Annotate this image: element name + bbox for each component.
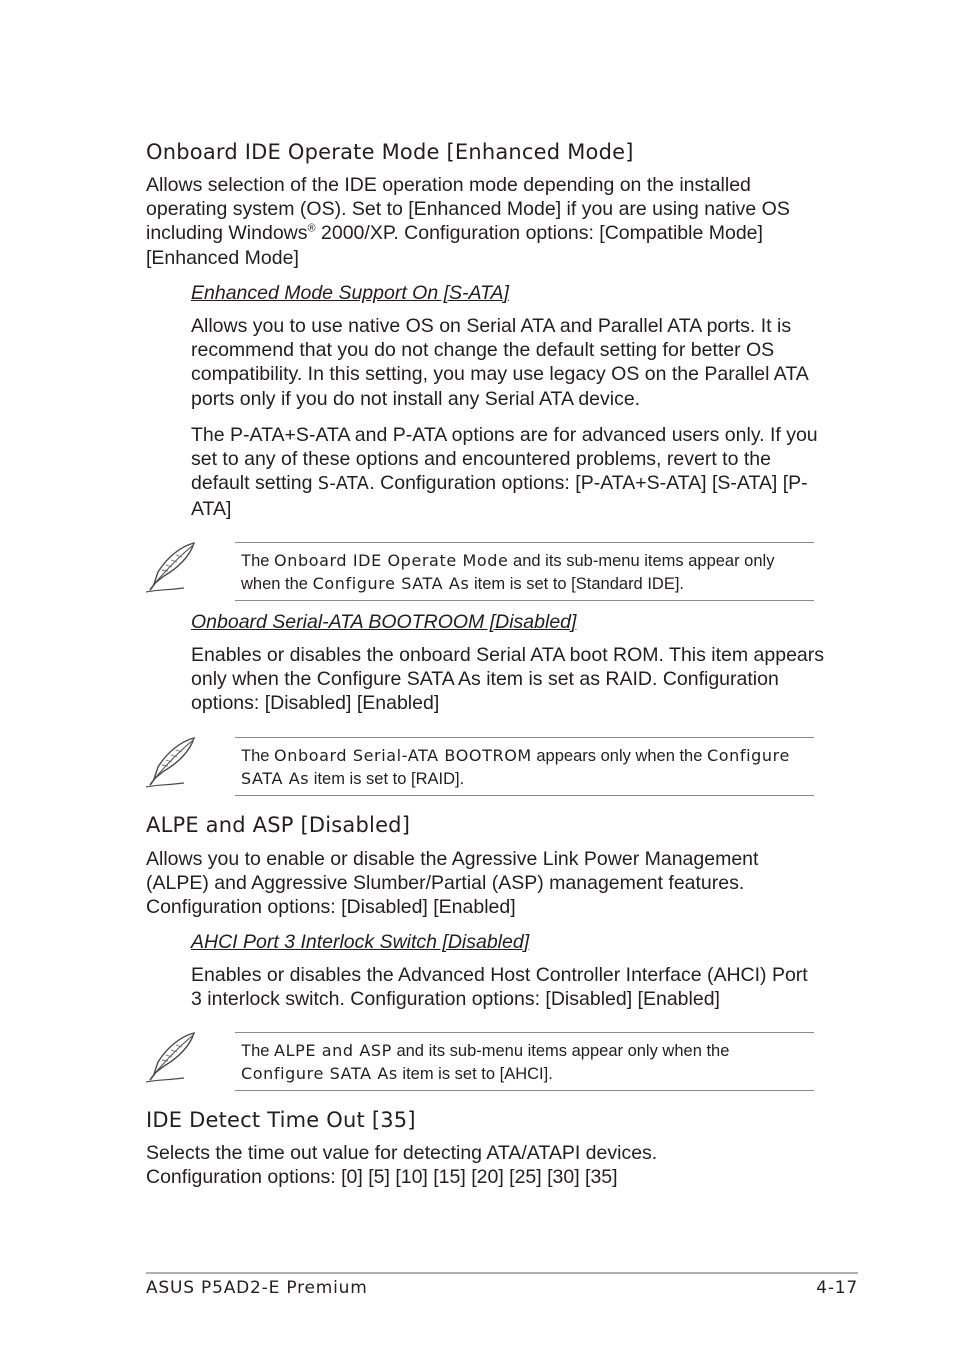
ide-mode-text-a: Allows selection of the IDE operation mode depending on the installed operating system (OS). Set to [Enhanced Mode] if you are using native OS including Windows [146,174,790,245]
note3-t2: and its sub-menu items appear only when the [391,1042,730,1060]
feather-pen-icon [144,735,200,791]
enhanced-support-text-b: . Configuration options: [P-ATA+S-ATA] [S-ATA] [P-ATA] [191,472,808,520]
subheading-bootroom: Onboard Serial-ATA BOOTROOM [Disabled] [191,611,577,633]
ahci-paragraph: Enables or disables the Advanced Host Controller Interface (AHCI) Port 3 interlock switch. Configuration options: [Disabled] [Enabled] [191,964,808,1011]
note1-t3: item is set to [Standard IDE]. [469,574,684,593]
note2-code-2: Configure SATA As [241,746,790,788]
footer-page-number: 4-17 [816,1278,858,1298]
subheading-ahci: AHCI Port 3 Interlock Switch [Disabled] [191,931,530,953]
note-box-alpe [235,1032,814,1091]
ide-mode-text-b: 2000/XP. Configuration options: [Compatible Mode] [Enhanced Mode] [146,222,763,269]
note2-t1: The [241,747,275,765]
registered-mark: ® [307,222,316,235]
note3-code-2: Configure SATA As [241,1063,398,1083]
enhanced-support-code: S-ATA [317,474,370,495]
section-heading-alpe: ALPE and ASP [Disabled] [146,813,411,837]
section-heading-ide-mode: Onboard IDE Operate Mode [Enhanced Mode] [146,140,634,164]
note-text-ide-mode [241,550,806,595]
note2-t3: item is set to [RAID]. [309,769,465,788]
feather-pen-icon [144,1030,200,1086]
subheading-enhanced-mode-support: Enhanced Mode Support On [S-ATA] [191,282,509,304]
note1-t1: The [241,552,275,570]
footer-product-name: ASUS P5AD2-E Premium [146,1278,368,1298]
note2-code-1: Onboard Serial-ATA BOOTROM [274,746,532,765]
feather-pen-icon [144,540,200,596]
note1-t2: and its sub-menu items appear only when the [241,552,775,593]
note3-code-1: ALPE and ASP [274,1041,392,1060]
note-text-alpe [241,1040,806,1085]
note1-code-2: Configure SATA As [312,573,470,593]
note-box-ide-mode [235,542,814,601]
footer-rule [146,1272,858,1274]
note3-t1: The [241,1042,275,1060]
bootroom-paragraph: Enables or disables the onboard Serial ATA boot ROM. This item appears only when the Configure SATA As item is set as RAID. Configuration options: [Disabled] [Enabled] [191,644,825,715]
note3-t3: item is set to [AHCI]. [397,1064,553,1083]
enhanced-support-paragraph-2 [191,423,831,521]
note1-code-1: Onboard IDE Operate Mode [274,551,509,570]
enhanced-support-paragraph-1: Allows you to use native OS on Serial ATA and Parallel ATA ports. It is recommend that you do not change the default setting for better OS compatibility. In this setting, you may use legacy OS on the Parallel ATA ports only if you do not install any Serial ATA device. [191,315,808,410]
section-heading-ide-detect: IDE Detect Time Out [35] [146,1108,416,1132]
note2-t2: appears only when the [531,747,707,765]
note-text-bootrom [241,745,806,790]
note-box-bootrom [235,737,814,796]
ide-detect-paragraph: Selects the time out value for detecting ATA/ATAPI devices. Configuration options: [0] [5] [10] [15] [20] [25] [30] [35] [146,1142,658,1189]
ide-mode-description [146,173,826,270]
enhanced-support-text-a: The P-ATA+S-ATA and P-ATA options are for advanced users only. If you set to any of these options and encountered problems, revert to the default setting [191,424,818,495]
alpe-paragraph: Allows you to enable or disable the Agressive Link Power Management (ALPE) and Aggressive Slumber/Partial (ASP) management features. Configuration options: [Disabled] [Enabled] [146,848,759,919]
